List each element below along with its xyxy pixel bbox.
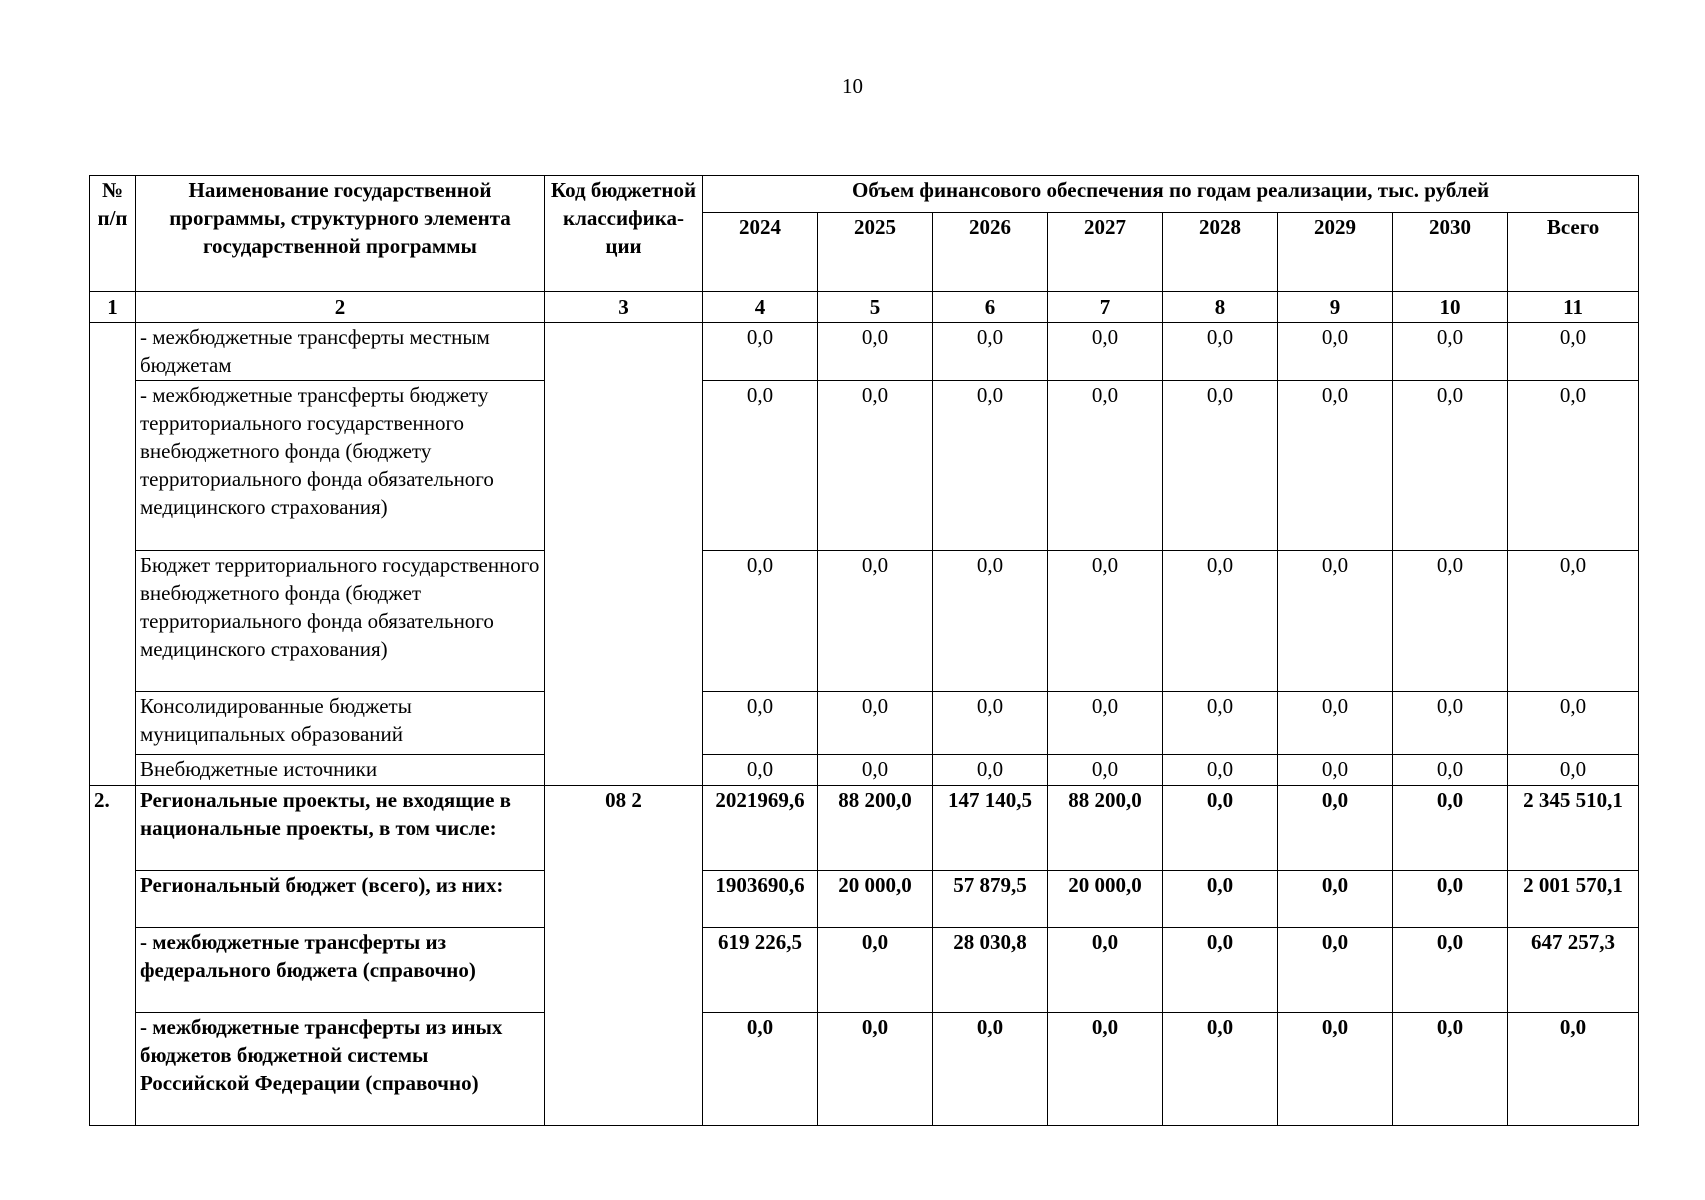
- value-cell: 147 140,5: [933, 786, 1048, 871]
- header-code: Код бюджетной классифика-ции: [545, 176, 703, 292]
- value-cell: 0,0: [818, 928, 933, 1013]
- header-year: 2030: [1393, 213, 1508, 292]
- column-number: 2: [136, 292, 545, 323]
- value-cell: 619 226,5: [703, 928, 818, 1013]
- value-cell: 20 000,0: [1048, 871, 1163, 928]
- column-number: 9: [1278, 292, 1393, 323]
- value-cell: 0,0: [1278, 1013, 1393, 1126]
- value-cell: 0,0: [1163, 381, 1278, 551]
- total-cell: 0,0: [1508, 1013, 1639, 1126]
- value-cell: 0,0: [818, 755, 933, 786]
- table-row: [90, 928, 1639, 1013]
- table-row: [90, 786, 1639, 871]
- header-year: 2027: [1048, 213, 1163, 292]
- value-cell: 0,0: [703, 323, 818, 381]
- value-cell: 0,0: [1393, 381, 1508, 551]
- value-cell: 0,0: [1163, 786, 1278, 871]
- value-cell: 2021969,6: [703, 786, 818, 871]
- column-number: 1: [90, 292, 136, 323]
- column-number: 11: [1508, 292, 1639, 323]
- header-year: 2024: [703, 213, 818, 292]
- column-number: 7: [1048, 292, 1163, 323]
- value-cell: 0,0: [703, 381, 818, 551]
- value-cell: 1903690,6: [703, 871, 818, 928]
- value-cell: 0,0: [703, 755, 818, 786]
- value-cell: 0,0: [1163, 1013, 1278, 1126]
- value-cell: 0,0: [703, 1013, 818, 1126]
- row-name: - межбюджетные трансферты из федерального бюджета (справочно): [136, 928, 545, 1013]
- value-cell: 0,0: [1048, 755, 1163, 786]
- value-cell: 0,0: [1393, 755, 1508, 786]
- value-cell: 0,0: [1278, 786, 1393, 871]
- header-total: Всего: [1508, 213, 1639, 292]
- value-cell: 88 200,0: [1048, 786, 1163, 871]
- total-cell: 0,0: [1508, 381, 1639, 551]
- value-cell: 0,0: [933, 323, 1048, 381]
- row-name: - межбюджетные трансферты из иных бюджетов бюджетной системы Российской Федерации (справочно): [136, 1013, 545, 1126]
- row-code: [545, 323, 703, 786]
- table-row: [90, 1013, 1639, 1126]
- header-year: 2025: [818, 213, 933, 292]
- value-cell: 57 879,5: [933, 871, 1048, 928]
- column-number: 5: [818, 292, 933, 323]
- value-cell: 0,0: [1278, 323, 1393, 381]
- total-cell: 2 345 510,1: [1508, 786, 1639, 871]
- table-row: [90, 755, 1639, 786]
- value-cell: 0,0: [1393, 928, 1508, 1013]
- column-number: 3: [545, 292, 703, 323]
- column-number: 6: [933, 292, 1048, 323]
- page-number: 10: [842, 74, 863, 98]
- value-cell: 0,0: [933, 551, 1048, 692]
- value-cell: 0,0: [703, 551, 818, 692]
- table-row: [90, 381, 1639, 551]
- header-name: Наименование государственной программы, структурного элемента государственной программы: [136, 176, 545, 292]
- row-name: - межбюджетные трансферты бюджету территориального государственного внебюджетного фонда (бюджету территориального фонда обязательного медицинского страхования): [136, 381, 545, 551]
- value-cell: 0,0: [1048, 381, 1163, 551]
- value-cell: 0,0: [1048, 928, 1163, 1013]
- header-year: 2028: [1163, 213, 1278, 292]
- total-cell: 0,0: [1508, 692, 1639, 755]
- total-cell: 0,0: [1508, 551, 1639, 692]
- value-cell: 0,0: [933, 381, 1048, 551]
- value-cell: 0,0: [1048, 323, 1163, 381]
- total-cell: 0,0: [1508, 755, 1639, 786]
- header-year: 2029: [1278, 213, 1393, 292]
- value-cell: 0,0: [1393, 551, 1508, 692]
- value-cell: 0,0: [1048, 551, 1163, 692]
- value-cell: 0,0: [1163, 928, 1278, 1013]
- value-cell: 0,0: [818, 551, 933, 692]
- value-cell: 0,0: [1163, 551, 1278, 692]
- column-number: 4: [703, 292, 818, 323]
- value-cell: 28 030,8: [933, 928, 1048, 1013]
- header-year: 2026: [933, 213, 1048, 292]
- value-cell: 0,0: [1163, 323, 1278, 381]
- value-cell: 0,0: [1163, 755, 1278, 786]
- value-cell: 0,0: [933, 1013, 1048, 1126]
- row-name: - межбюджетные трансферты местным бюджетам: [136, 323, 545, 381]
- value-cell: 0,0: [1048, 692, 1163, 755]
- total-cell: 647 257,3: [1508, 928, 1639, 1013]
- value-cell: 0,0: [1278, 692, 1393, 755]
- row-name: Внебюджетные источники: [136, 755, 545, 786]
- total-cell: 0,0: [1508, 323, 1639, 381]
- value-cell: 0,0: [933, 755, 1048, 786]
- total-cell: 2 001 570,1: [1508, 871, 1639, 928]
- value-cell: 0,0: [818, 381, 933, 551]
- row-code: 08 2: [545, 786, 703, 1126]
- row-name: Бюджет территориального государственного внебюджетного фонда (бюджет территориального фонда обязательного медицинского страхования): [136, 551, 545, 692]
- value-cell: 0,0: [1393, 871, 1508, 928]
- value-cell: 0,0: [818, 1013, 933, 1126]
- value-cell: 0,0: [1163, 692, 1278, 755]
- value-cell: 0,0: [1393, 323, 1508, 381]
- row-number-cell: [90, 323, 136, 786]
- row-name: Региональные проекты, не входящие в национальные проекты, в том числе:: [136, 786, 545, 871]
- header-number: № п/п: [90, 176, 136, 292]
- header-volume: Объем финансового обеспечения по годам реализации, тыс. рублей: [703, 176, 1639, 213]
- table-row: [90, 692, 1639, 755]
- value-cell: 20 000,0: [818, 871, 933, 928]
- value-cell: 0,0: [1278, 871, 1393, 928]
- financing-table: [89, 175, 1639, 1126]
- value-cell: 0,0: [1278, 381, 1393, 551]
- value-cell: 0,0: [933, 692, 1048, 755]
- value-cell: 0,0: [1048, 1013, 1163, 1126]
- value-cell: 0,0: [1278, 928, 1393, 1013]
- row-name: Консолидированные бюджеты муниципальных образований: [136, 692, 545, 755]
- table-row: [90, 551, 1639, 692]
- value-cell: 0,0: [818, 692, 933, 755]
- table-row: [90, 871, 1639, 928]
- value-cell: 0,0: [1278, 755, 1393, 786]
- row-name: Региональный бюджет (всего), из них:: [136, 871, 545, 928]
- value-cell: 0,0: [1393, 692, 1508, 755]
- value-cell: 0,0: [703, 692, 818, 755]
- value-cell: 0,0: [1278, 551, 1393, 692]
- column-number: 8: [1163, 292, 1278, 323]
- row-number-cell: 2.: [90, 786, 136, 1126]
- table-row: [90, 323, 1639, 381]
- column-number: 10: [1393, 292, 1508, 323]
- value-cell: 0,0: [1163, 871, 1278, 928]
- value-cell: 0,0: [1393, 786, 1508, 871]
- value-cell: 0,0: [1393, 1013, 1508, 1126]
- value-cell: 0,0: [818, 323, 933, 381]
- value-cell: 88 200,0: [818, 786, 933, 871]
